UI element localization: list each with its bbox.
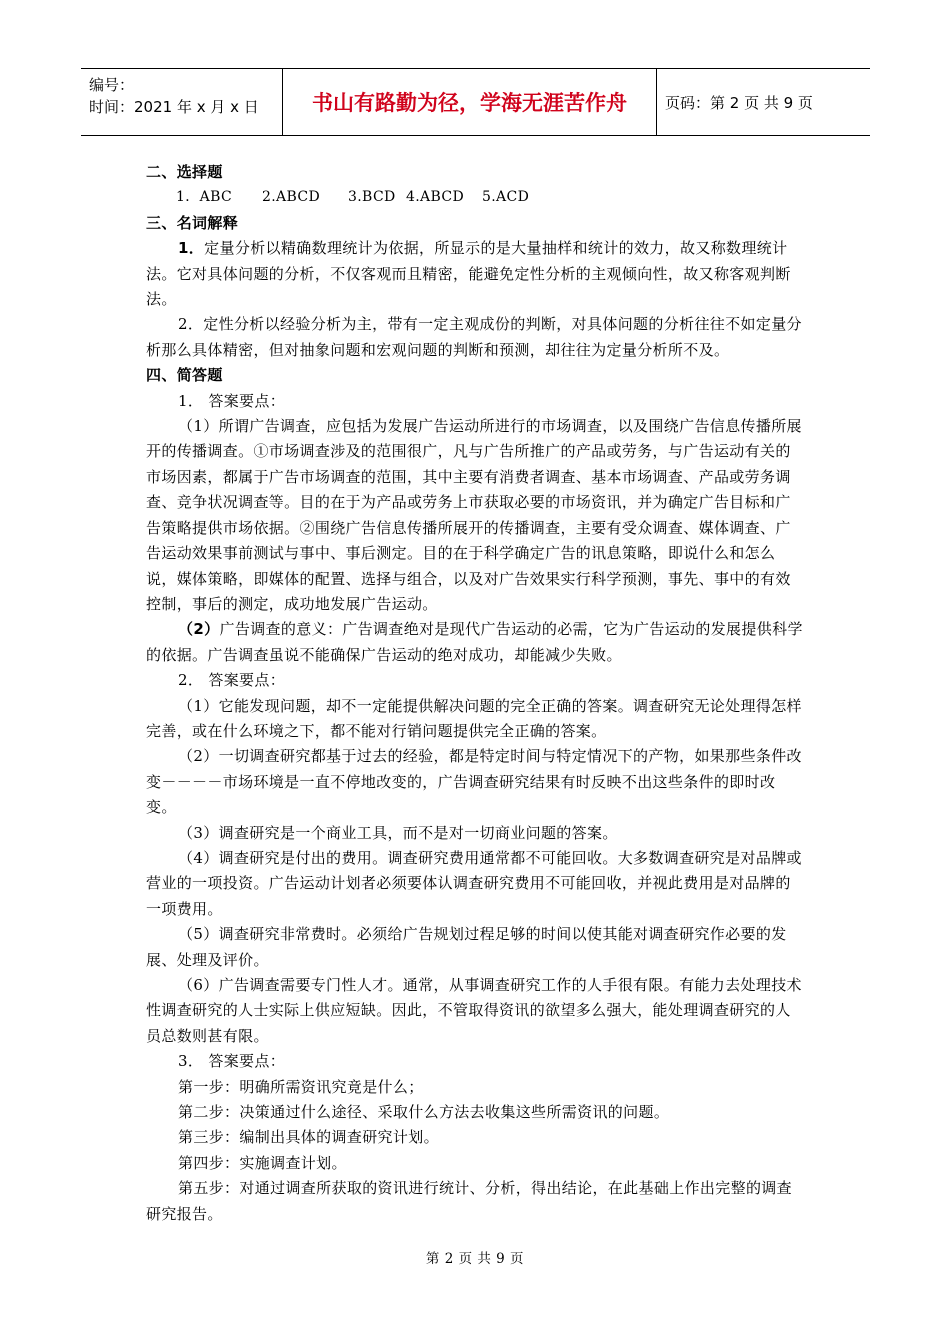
q1-paragraph-1: （1）所谓广告调查，应包括为发展广告运动所进行的市场调查，以及围绕广告信息传播所展开的传播调查。①市场调查涉及的范围很广，凡与广告所推广的产品或劳务，与广告运动有关的市场因素，都属于广告市场调查的范围，其中主要有消费者调查、基本市场调查、产品或劳务调查、竞争状况调查等。目的在于为产品或劳务上市获取必要的市场资讯，并为确定广告目标和广告策略提供市场依据。②围绕广告信息传播所展开的传播调查，主要有受众调查、媒体调查、广告运动效果事前测试与事中、事后测定。目的在于科学确定广告的讯息策略，即说什么和怎么说，媒体策略，即媒体的配置、选择与组合，以及对广告效果实行科学预测，事先、事中的有效控制，事后的测定，成功地发展广告运动。 (146, 417, 802, 613)
header-motto: 书山有路勤为径，学海无涯苦作舟 (283, 69, 657, 135)
q3-step: 第五步：对通过调查所获取的资讯进行统计、分析，得出结论，在此基础上作出完整的调查研究报告。 (146, 1179, 793, 1223)
term-text: 定量分析以精确数理统计为依据，所显示的是大量抽样和统计的效力，故又称数理统计法。它对具体问题的分析，不仅客观而且精密，能避免定性分析的主观倾向性，故又称客观判断法。 (146, 239, 791, 309)
q1-p2-number: （2） (178, 620, 220, 639)
choice-answer: 1．ABC (176, 189, 233, 206)
q2-heading: 2． 答案要点： (178, 671, 286, 690)
page-header (81, 68, 870, 136)
q1-p2-text: 广告调查的意义：广告调查绝对是现代广告运动的必需，它为广告运动的发展提供科学的依据。广告调查虽说不能确保广告运动的绝对成功，却能减少失败。 (146, 620, 803, 664)
date-label: 时间：2021 年 x 月 x 日 (89, 98, 259, 116)
choice-answer: 2.ABCD (262, 189, 321, 206)
q3-step: 第四步：实施调查计划。 (178, 1153, 347, 1172)
page-footer: 第 2 页 共 9 页 (425, 1251, 525, 1267)
choice-answers (146, 185, 806, 210)
section-title-short-answer: 四、简答题 (146, 366, 223, 385)
q1-paragraph-2 (146, 617, 806, 668)
term-number: 1． (178, 239, 205, 258)
number-label: 编号： (89, 76, 135, 94)
header-page-info: 页码：第 2 页 共 9 页 (665, 93, 813, 112)
choice-answer: 4.ABCD (406, 189, 465, 206)
header-meta (81, 69, 283, 135)
section-title-choice: 二、选择题 (146, 163, 223, 181)
q1-heading: 1． 答案要点： (178, 391, 286, 410)
q3-step: 第二步：决策通过什么途径、采取什么方法去收集这些所需资讯的问题。 (178, 1103, 670, 1122)
q3-heading: 3． 答案要点： (178, 1052, 286, 1071)
choice-answer: 5.ACD (482, 189, 530, 206)
q2-item: （1）它能发现问题，却不一定能提供解决问题的完全正确的答案。调查研究无论处理得怎样完善，或在什么环境之下，都不能对行销问题提供完全正确的答案。 (146, 696, 802, 740)
q2-item: （3）调查研究是一个商业工具，而不是对一切商业问题的答案。 (178, 823, 618, 842)
choice-answer: 3.BCD (348, 189, 396, 206)
term-paragraph-1 (146, 236, 806, 312)
q3-step: 第三步：编制出具体的调查研究计划。 (178, 1128, 439, 1147)
document-body (146, 160, 806, 1227)
q2-item: （4）调查研究是付出的费用。调查研究费用通常都不可能回收。大多数调查研究是对品牌或营业的一项投资。广告运动计划者必须要体认调查研究费用不可能回收，并视此费用是对品牌的一项费用。 (146, 848, 802, 918)
term-paragraph-2: 2．定性分析以经验分析为主，带有一定主观成份的判断，对具体问题的分析往往不如定量分析那么具体精密，但对抽象问题和宏观问题的判断和预测，却往往为定量分析所不及。 (146, 315, 802, 359)
q2-item: （5）调查研究非常费时。必须给广告规划过程足够的时间以使其能对调查研究作必要的发展、处理及评价。 (146, 925, 787, 969)
section-title-terms: 三、名词解释 (146, 213, 239, 232)
q2-item: （2）一切调查研究都基于过去的经验，都是特定时间与特定情况下的产物，如果那些条件改变－－－－市场环境是一直不停地改变的，广告调查研究结果有时反映不出这些条件的即时改变。 (146, 747, 802, 817)
q2-item: （6）广告调查需要专门性人才。通常，从事调查研究工作的人手很有限。有能力去处理技术性调查研究的人士实际上供应短缺。因此，不管取得资讯的欲望多么强大，能处理调查研究的人员总数则甚有限。 (146, 976, 802, 1045)
q3-step: 第一步：明确所需资讯究竟是什么； (178, 1077, 424, 1096)
